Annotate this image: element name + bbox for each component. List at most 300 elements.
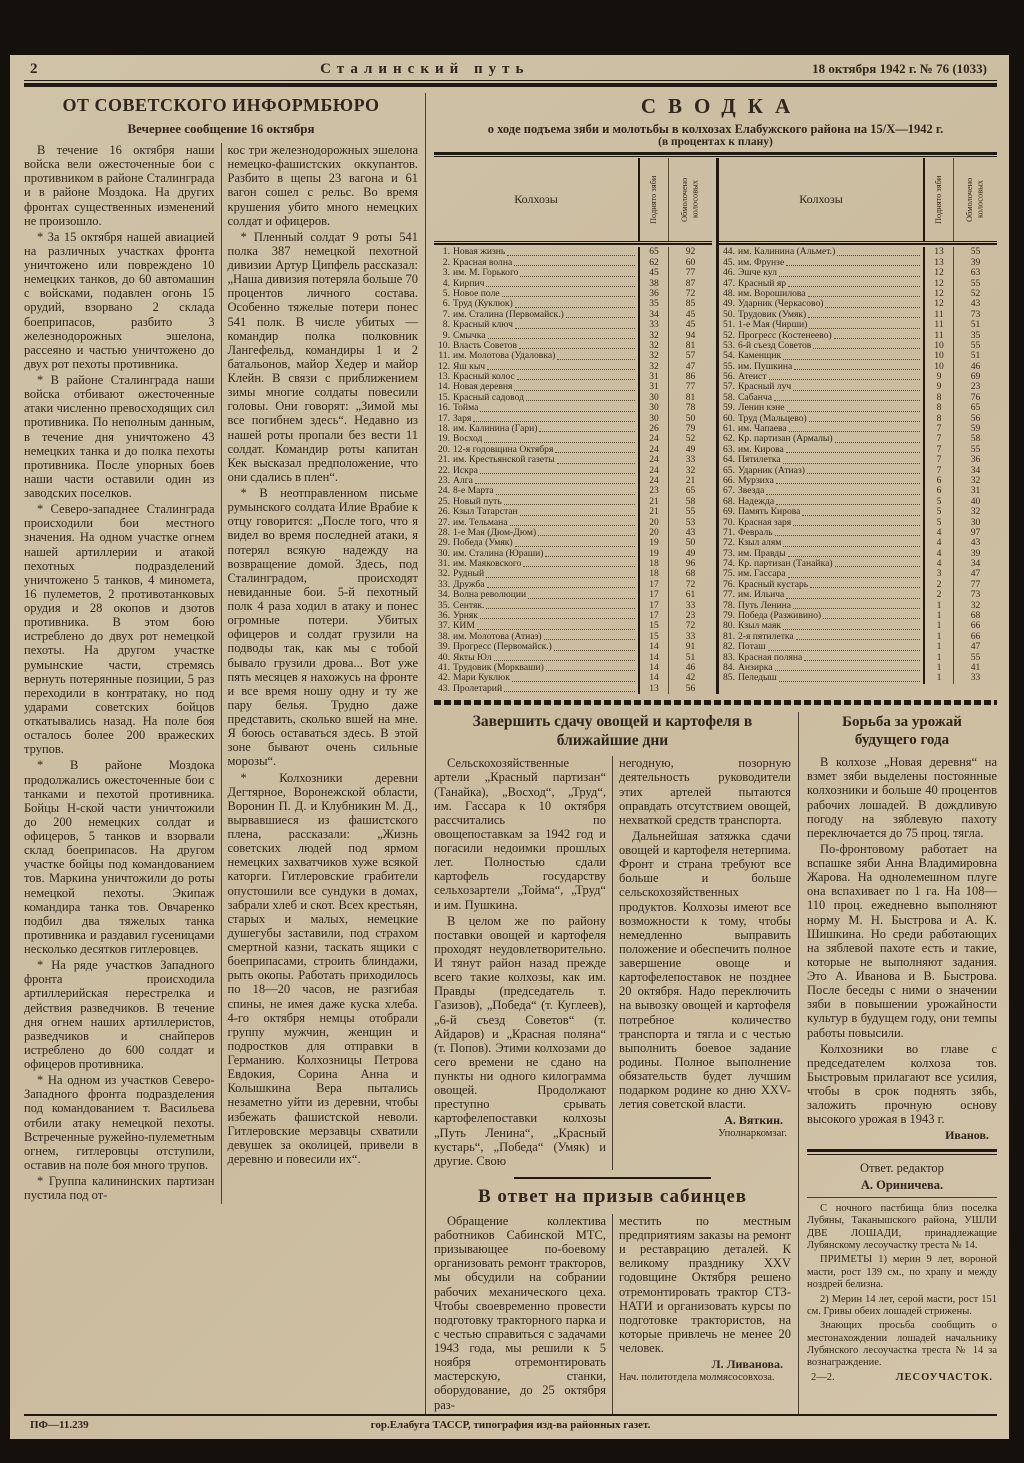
- table-row: [434, 476, 712, 486]
- dot-leader: [477, 622, 635, 630]
- row-index: 75.: [723, 568, 735, 580]
- kolkhoz-name: Пеледыш: [738, 673, 777, 684]
- table-row: [434, 601, 712, 611]
- kolkhoz-name: им. Чапаева: [738, 424, 787, 435]
- row-index: 65.: [723, 464, 735, 476]
- zyab-value: 8: [923, 393, 953, 403]
- obmolot-value: 32: [668, 466, 712, 476]
- row-index: 78.: [723, 599, 735, 611]
- row-index: 41.: [438, 662, 450, 673]
- zyab-value: 6: [923, 476, 953, 486]
- kolkhoz-name: Атеист: [738, 372, 767, 383]
- row-index: 79.: [723, 610, 735, 622]
- row-index: 70.: [723, 516, 735, 528]
- table-row: [719, 320, 997, 330]
- row-index: 77.: [723, 589, 735, 601]
- ad-footer-line: [807, 1372, 997, 1383]
- obmolot-value: 63: [953, 268, 997, 278]
- kolkhoz-name: КИМ: [453, 621, 475, 632]
- table-top-rule: [434, 152, 997, 155]
- signature-role: Нач. политотдела молмясосовхоза.: [619, 1372, 775, 1384]
- obmolot-value: 68: [668, 569, 712, 579]
- table-row: [434, 289, 712, 299]
- table-row: [434, 341, 712, 351]
- row-index: 29.: [438, 537, 450, 549]
- zyab-value: 18: [638, 569, 668, 579]
- kolkhoz-name: 2-я пятилетка: [738, 631, 794, 642]
- table-row: [434, 684, 712, 694]
- row-index: 20.: [438, 443, 450, 455]
- kolkhoz-name: Сентяк.: [453, 600, 485, 611]
- table-row: [719, 372, 997, 382]
- vegetables-columns: [434, 756, 791, 1170]
- row-index: 67.: [723, 485, 735, 497]
- paragraph: * За 15 октября нашей авиацией на различных участках фронта уничтожено или повреждено 10 немецких танков, до 60 автомашин с войсками, подавлен огонь 15 орудий, взорвано 2 склада боеприпасов, разбито 3 железнодорожных эшелона, рассеяно и частью уничтожено до двух рот пехоты противника.: [24, 229, 215, 371]
- zyab-value: 26: [638, 424, 668, 434]
- obmolot-value: 77: [668, 268, 712, 278]
- table-header: [719, 158, 997, 242]
- kolkhoz-name: Власть Советов: [453, 340, 517, 351]
- dot-leader: [779, 269, 920, 277]
- obmolot-value: 56: [953, 414, 997, 424]
- table-row: [719, 289, 997, 299]
- zyab-value: 32: [638, 362, 668, 372]
- table-row: [719, 559, 997, 569]
- dot-leader: [808, 310, 920, 318]
- zyab-value: 1: [923, 632, 953, 642]
- column-header-kolkhozy: Колхозы: [799, 192, 843, 207]
- dot-leader: [546, 663, 635, 671]
- kolkhoz-name: Рудный: [453, 569, 485, 580]
- obmolot-value: 55: [953, 341, 997, 351]
- dot-leader: [787, 404, 920, 412]
- kolkhoz-name: им. Маяковского: [453, 559, 522, 570]
- table-row: [434, 320, 712, 330]
- obmolot-value: 33: [668, 455, 712, 465]
- kolkhoz-name: им. Фрунзе: [738, 257, 785, 268]
- dot-leader: [515, 539, 635, 547]
- obmolot-value: 43: [953, 299, 997, 309]
- table-row: [434, 403, 712, 413]
- kolkhoz-name: Кзыл алям: [738, 538, 782, 549]
- table-row: [719, 486, 997, 496]
- zyab-value: 1: [923, 621, 953, 631]
- dot-leader: [802, 508, 920, 516]
- kolkhoz-name: Красный яр: [738, 278, 787, 289]
- table-row: [434, 424, 712, 434]
- dot-leader: [486, 601, 635, 609]
- dot-leader: [788, 549, 920, 557]
- obmolot-value: 50: [668, 538, 712, 548]
- obmolot-value: 78: [668, 403, 712, 413]
- kolkhoz-name: Восход: [453, 434, 483, 445]
- informbureau-col2: [221, 143, 419, 1204]
- header-divider: [24, 80, 997, 87]
- table-row: [434, 466, 712, 476]
- table-row: [719, 341, 997, 351]
- kolkhoz-name: Яш кыч: [453, 361, 486, 372]
- table-row: [719, 528, 997, 538]
- dot-leader: [768, 643, 920, 651]
- kolkhoz-name: им. Ильича: [738, 590, 785, 601]
- kolkhoz-name: Красный кустарь: [738, 579, 809, 590]
- zyab-value: 31: [638, 372, 668, 382]
- page-header: [24, 59, 997, 79]
- table-right-half: [716, 158, 997, 694]
- zyab-value: 21: [638, 497, 668, 507]
- dot-leader: [480, 466, 635, 474]
- harvest-text: [807, 755, 997, 1126]
- table-body-right: [719, 243, 997, 683]
- zyab-value: 12: [923, 289, 953, 299]
- table-row: [719, 424, 997, 434]
- obmolot-value: 72: [668, 289, 712, 299]
- editor-name: А. Ориничева.: [860, 1177, 944, 1192]
- table-row: [434, 393, 712, 403]
- obmolot-value: 73: [953, 590, 997, 600]
- row-index: 21.: [438, 454, 450, 466]
- table-row: [434, 507, 712, 517]
- issue-date-number: 18 октября 1942 г. № 76 (1033): [812, 61, 987, 76]
- table-row: [434, 268, 712, 278]
- dot-leader: [783, 622, 920, 630]
- side-column: [799, 712, 997, 1414]
- zyab-value: 10: [923, 341, 953, 351]
- zyab-value: 13: [923, 247, 953, 257]
- kolkhoz-name: Якты Юл: [453, 652, 492, 663]
- dot-leader: [789, 424, 920, 432]
- obmolot-value: 47: [953, 642, 997, 652]
- dot-leader: [783, 352, 920, 360]
- obmolot-value: 39: [953, 549, 997, 559]
- obmolot-value: 47: [668, 362, 712, 372]
- dot-leader: [507, 248, 635, 256]
- dot-leader: [475, 476, 635, 484]
- row-index: 15.: [438, 391, 450, 403]
- kolkhoz-name: им. Калинина (Гари): [453, 424, 538, 435]
- table-row: [719, 299, 997, 309]
- zyab-value: 24: [638, 466, 668, 476]
- zyab-value: 12: [923, 299, 953, 309]
- dot-leader: [786, 591, 920, 599]
- kolkhoz-name: им. Гассара: [738, 569, 786, 580]
- obmolot-value: 81: [668, 393, 712, 403]
- paragraph: * В районе Моздока продолжались ожесточенные бои с танками и пехотой противника. Бойцы Н-ской части уничтожили до 200 немецких солдат и офицеров, 5 танков и взорвали склад боеприпасов. На другом участке бойцы под командованием тов. Маркина уничтожили до роты немецкой пехоты. Экипаж командира танка тов. Овчаренко подбил два тяжелых танка противника и раздавил гусеницами несколько десятков гитлеровцев.: [24, 758, 215, 956]
- kolkhoz-name: 1-е Мая (Чирши): [738, 320, 808, 331]
- zyab-value: 32: [638, 351, 668, 361]
- dot-leader: [776, 497, 920, 505]
- dot-leader: [523, 559, 635, 567]
- row-index: 47.: [723, 277, 735, 289]
- dot-leader: [809, 321, 920, 329]
- zyab-value: 8: [923, 414, 953, 424]
- zyab-value: 4: [923, 559, 953, 569]
- obmolot-value: 35: [953, 331, 997, 341]
- kolkhoz-name: им. Молотова (Атиаз): [453, 631, 542, 642]
- dot-leader: [813, 341, 920, 349]
- row-index: 55.: [723, 360, 735, 372]
- table-row: [719, 434, 997, 444]
- paragraph: кос три железнодорожных эшелона немецко-фашистских оккупантов. Разбито в щепы 23 вагона и 61 вагон сошел с рельс. Во время крушения убито много немецких солдат и офицеров.: [227, 143, 418, 228]
- kolkhoz-name: Красная поляна: [738, 652, 803, 663]
- table-row: [719, 497, 997, 507]
- dot-leader: [486, 570, 635, 578]
- obmolot-value: 77: [668, 382, 712, 392]
- obmolot-value: 72: [668, 621, 712, 631]
- table-row: [719, 310, 997, 320]
- row-index: 49.: [723, 298, 735, 310]
- zyab-value: 8: [923, 403, 953, 413]
- row-index: 27.: [438, 516, 450, 528]
- zyab-value: 1: [923, 663, 953, 673]
- row-index: 82.: [723, 641, 735, 653]
- kolkhoz-name: Тойма: [453, 403, 479, 414]
- dot-leader: [793, 383, 920, 391]
- page-number: 2: [30, 61, 38, 77]
- table-row: [719, 601, 997, 611]
- table-row: [719, 538, 997, 548]
- dot-leader: [487, 362, 635, 370]
- obmolot-value: 69: [953, 372, 997, 382]
- paragraph: * На ряде участков Западного фронта происходила артиллерийская перестрелка и действия разведчиков. В течение дня огнем наших артиллеристов, разведчиков и снайперов истреблено до 600 солдат и офицеров противника.: [24, 958, 215, 1071]
- informbureau-title: ОТ СОВЕТСКОГО ИНФОРМБЮРО: [62, 95, 380, 115]
- kolkhoz-name: Анзирка: [738, 663, 773, 673]
- zyab-value: 45: [638, 268, 668, 278]
- table-row: [434, 486, 712, 496]
- row-index: 74.: [723, 558, 735, 570]
- zyab-value: 7: [923, 424, 953, 434]
- obmolot-value: 96: [668, 559, 712, 569]
- zyab-value: 7: [923, 445, 953, 455]
- zyab-value: 36: [638, 289, 668, 299]
- kolkhoz-name: Сабанча: [738, 392, 773, 403]
- dot-leader: [808, 289, 920, 297]
- obmolot-value: 55: [953, 279, 997, 289]
- obmolot-value: 58: [668, 497, 712, 507]
- imprint: гор.Елабуга ТАССР, типография изд-ва районных газет.: [370, 1418, 651, 1431]
- svodka-subtitle: о ходе подъема зяби и молотьбы в колхозах Елабужского района на 15/X—1942 г.: [487, 122, 944, 136]
- dot-leader: [486, 279, 635, 287]
- dot-leader: [775, 528, 920, 536]
- dot-leader: [793, 601, 920, 609]
- table-row: [434, 642, 712, 652]
- obmolot-value: 49: [668, 549, 712, 559]
- kolkhoz-name: Искра: [453, 465, 478, 476]
- zyab-value: 30: [638, 393, 668, 403]
- obmolot-value: 56: [668, 684, 712, 694]
- table-row: [434, 258, 712, 268]
- row-index: 28.: [438, 526, 450, 538]
- row-index: 31.: [438, 558, 450, 570]
- table-row: [719, 621, 997, 631]
- zyab-value: 32: [638, 341, 668, 351]
- kolkhoz-name: Трудовик (Моркваши): [453, 663, 544, 673]
- row-index: 2.: [442, 256, 450, 268]
- row-index: 80.: [723, 620, 735, 632]
- zyab-value: 24: [638, 455, 668, 465]
- zyab-value: 24: [638, 434, 668, 444]
- table-row: [434, 632, 712, 642]
- table-row: [434, 414, 712, 424]
- kolkhoz-name: Победа (Разживино): [738, 611, 822, 622]
- row-index: 76.: [723, 578, 735, 590]
- zyab-value: 23: [638, 486, 668, 496]
- row-index: 10.: [438, 339, 450, 351]
- obmolot-value: 33: [953, 673, 997, 683]
- obmolot-value: 46: [953, 362, 997, 372]
- row-index: 19.: [438, 433, 450, 445]
- paragraph: 2) Мерин 14 лет, серой масти, рост 151 см. Гривы обеих лошадей стрижены.: [807, 1293, 997, 1317]
- dot-leader: [786, 445, 920, 453]
- dot-leader: [779, 674, 920, 682]
- dot-leader: [539, 424, 635, 432]
- zyab-value: 2: [923, 580, 953, 590]
- dot-leader: [504, 497, 635, 505]
- row-index: 84.: [723, 662, 735, 673]
- zyab-value: 17: [638, 611, 668, 621]
- table-row: [434, 279, 712, 289]
- sabintsy-title: В ответ на призыв сабинцев: [477, 1185, 748, 1207]
- obmolot-value: 49: [668, 445, 712, 455]
- zyab-value: 11: [923, 320, 953, 330]
- row-index: 81.: [723, 630, 735, 642]
- zyab-value: 1: [923, 611, 953, 621]
- kolkhoz-name: Кр. партизан (Армалы): [738, 434, 833, 445]
- kolkhoz-name: Трудовик (Умяк): [738, 309, 807, 320]
- zyab-value: 2: [923, 590, 953, 600]
- zyab-value: 17: [638, 590, 668, 600]
- table-row: [719, 331, 997, 341]
- dot-leader: [473, 414, 635, 422]
- obmolot-value: 55: [953, 653, 997, 663]
- column-header-kolkhozy: Колхозы: [514, 192, 558, 207]
- table-row: [434, 372, 712, 382]
- row-index: 24.: [438, 485, 450, 497]
- obmolot-value: 55: [668, 507, 712, 517]
- dot-leader: [796, 632, 920, 640]
- editor-label: Ответ. редактор: [860, 1161, 944, 1176]
- dot-leader: [545, 549, 635, 557]
- zyab-value: 11: [923, 310, 953, 320]
- row-index: 85.: [723, 672, 735, 684]
- dot-leader: [555, 445, 635, 453]
- row-index: 37.: [438, 620, 450, 632]
- kolkhoz-name: Победа (Умяк): [453, 538, 513, 549]
- article-vegetables: [434, 713, 791, 1170]
- obmolot-value: 52: [668, 434, 712, 444]
- table-row: [434, 445, 712, 455]
- row-index: 50.: [723, 308, 735, 320]
- obmolot-value: 55: [953, 445, 997, 455]
- obmolot-value: 76: [953, 393, 997, 403]
- row-index: 73.: [723, 547, 735, 559]
- table-row: [719, 393, 997, 403]
- obmolot-value: 42: [668, 673, 712, 683]
- zyab-value: 38: [638, 279, 668, 289]
- kolkhoz-name: Волна революции: [453, 590, 527, 601]
- dot-leader: [804, 653, 920, 661]
- zyab-value: 5: [923, 507, 953, 517]
- kolkhoz-name: Память Кирова: [738, 507, 801, 518]
- zyab-value: 7: [923, 455, 953, 465]
- dot-leader: [783, 539, 920, 547]
- row-index: 62.: [723, 433, 735, 445]
- article-sabintsy: [434, 1186, 791, 1414]
- dot-leader: [810, 580, 920, 588]
- row-index: 43.: [438, 682, 450, 694]
- sabintsy-col2: [612, 1214, 791, 1414]
- obmolot-value: 65: [668, 486, 712, 496]
- dot-leader: [528, 591, 635, 599]
- zyab-value: 4: [923, 549, 953, 559]
- table-row: [719, 663, 997, 673]
- row-index: 6.: [442, 298, 450, 310]
- obmolot-value: 23: [953, 382, 997, 392]
- obmolot-value: 43: [953, 538, 997, 548]
- dot-leader: [788, 570, 920, 578]
- kolkhoz-name: Труд (Мальцево): [738, 413, 807, 424]
- table-row: [719, 580, 997, 590]
- zyab-value: 20: [638, 518, 668, 528]
- kolkhoz-name: Красная заря: [738, 517, 792, 528]
- kolkhoz-name: Каменщик: [738, 351, 782, 362]
- kolkhoz-name: Кр. партизан (Танайка): [738, 559, 833, 570]
- row-index: 48.: [723, 287, 735, 299]
- obmolot-value: 34: [953, 559, 997, 569]
- editor-block: [807, 1160, 997, 1193]
- kolkhoz-name: 1-е Мая (Дюм-Дюм): [453, 527, 537, 538]
- obmolot-value: 32: [953, 507, 997, 517]
- kolkhoz-name: Ударник (Атиаз): [738, 465, 805, 476]
- row-index: 13.: [438, 371, 450, 383]
- zyab-value: 12: [923, 279, 953, 289]
- dot-leader: [774, 393, 920, 401]
- kolkhoz-name: Кзыл Татарстан: [453, 507, 518, 518]
- kolkhoz-name: Красный луч: [738, 382, 792, 393]
- dot-leader: [823, 611, 920, 619]
- kolkhoz-name: Эшче кул: [738, 268, 777, 279]
- zyab-value: 14: [638, 663, 668, 673]
- dot-leader: [557, 456, 635, 464]
- obmolot-value: 77: [953, 580, 997, 590]
- kolkhoz-name: Прогресс (Первомайск.): [453, 642, 552, 653]
- zyab-value: 24: [638, 445, 668, 455]
- dot-leader: [807, 466, 920, 474]
- table-row: [434, 455, 712, 465]
- kolkhoz-name: 12-я годовщина Октября: [453, 444, 554, 455]
- dot-leader: [794, 362, 920, 370]
- vegetables-col1: [434, 756, 612, 1170]
- dot-leader: [769, 372, 921, 380]
- row-index: 39.: [438, 641, 450, 653]
- column-header-obmolot: Обмолочено колосовых: [953, 158, 997, 241]
- kolkhoz-name: Мурзиха: [738, 475, 774, 486]
- row-index: 40.: [438, 651, 450, 663]
- newspaper-page: [10, 55, 1009, 1439]
- paragraph: С ночного пастбища близ поселка Лубяны, Таканышского района, УШЛИ ДВЕ ЛОШАДИ, принадлежащие Лубянскому лесоучастку треста № 14.: [807, 1202, 997, 1252]
- dot-leader: [793, 518, 920, 526]
- column-header-zyab: Поднято зяби: [638, 158, 668, 241]
- paragraph: * Северо-западнее Сталинграда происходили бои местного значения. На одном участке огнем нашей артиллерии и атакой пехотных подразделений уничтожено 5 танков, 4 миномета, 16 пулеметов, 2 противотанковых орудия и 28 окопов и дзотов противника. В этом бою истреблено до двух рот немецкой пехоты. На другом участке румынские части, стремясь вернуть потерянные позиции, 5 раз переходили в контратаку, но под ударами советских бойцов откатывались назад. На поле боя осталось более 200 вражеских трупов.: [24, 502, 215, 757]
- table-row: [434, 569, 712, 579]
- obmolot-value: 81: [668, 341, 712, 351]
- paragraph: Обращение коллектива работников Сабинской МТС, призывающее по-боевому организовать ремонт тракторов, мы обсудили на собрании рабочих механического цеха. Чтобы своевременно провести подготовку тракторного парка и с честью справиться с задачами 1943 года, мы решили к 5 ноября отремонтировать мастерскую, станки, оборудование, до 25 октября раз-: [434, 1213, 606, 1412]
- harvest-title: Борьба за урожай будущего года: [842, 714, 962, 749]
- kolkhoz-name: им. Пушкина: [738, 361, 793, 372]
- zyab-value: 5: [923, 497, 953, 507]
- dot-leader: [835, 559, 920, 567]
- kolkhoz-name: Февраль: [738, 527, 773, 538]
